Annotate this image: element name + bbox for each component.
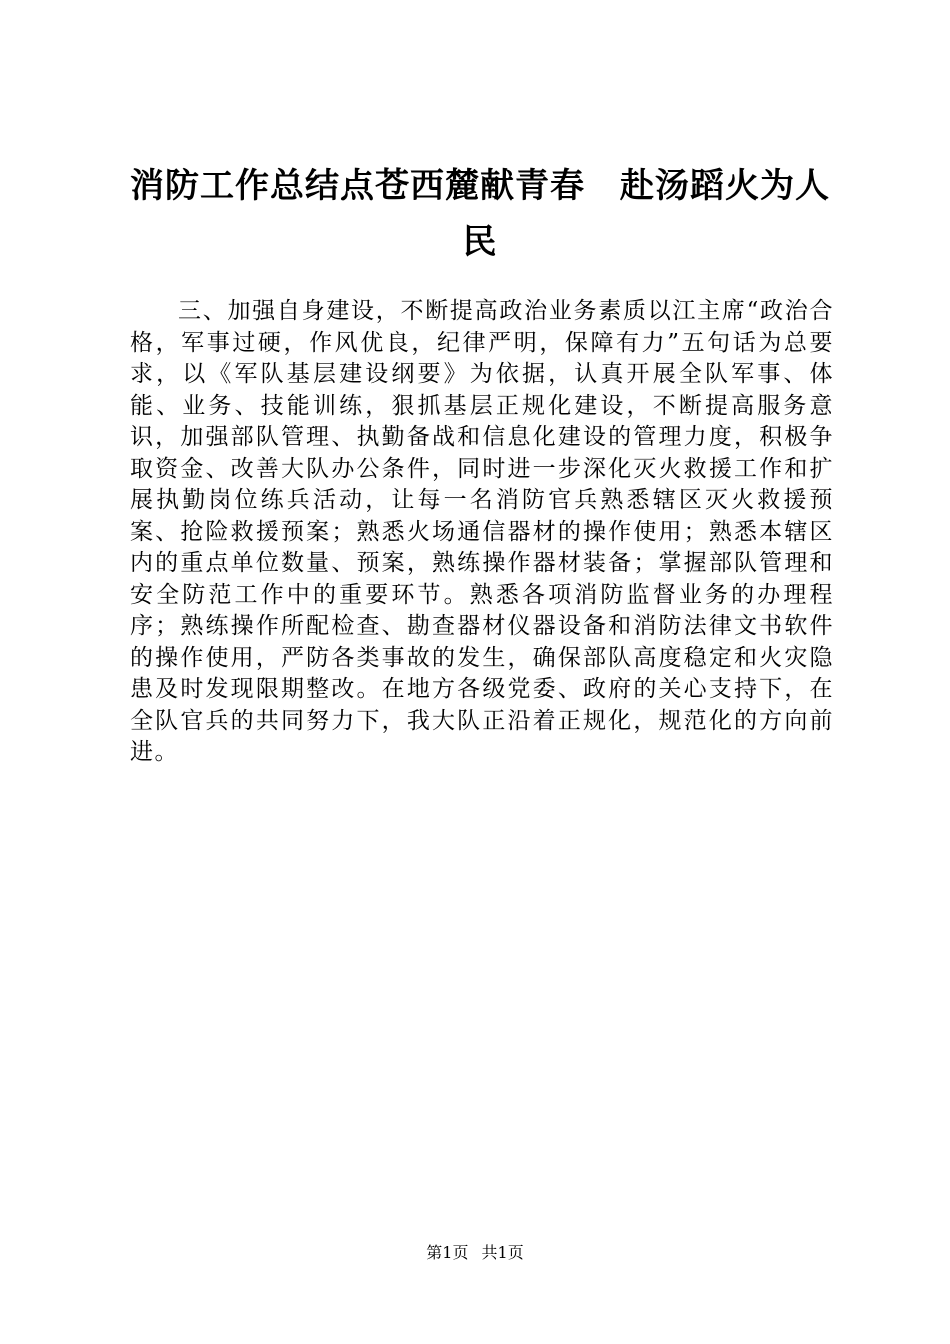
page-number-total: 共1页 (481, 1243, 524, 1262)
document-title: 消防工作总结点苍西麓献青春 赴汤蹈火为人民 (130, 166, 830, 262)
page-number-current: 第1页 (426, 1243, 469, 1262)
page-footer (0, 1242, 950, 1264)
body-paragraph: 三、加强自身建设，不断提高政治业务素质以江主席“政治合格，军事过硬，作风优良，纪律严明，保障有力”五句话为总要求，以《军队基层建设纲要》为依据，认真开展全队军事、体能、业务、技能训练，狠抓基层正规化建设，不断提高服务意识，加强部队管理、执勤备战和信息化建设的管理力度，积极争取资金、改善大队办公条件，同时进一步深化灭火救援工作和扩展执勤岗位练兵活动，让每一名消防官兵熟悉辖区灭火救援预案、抢险救援预案；熟悉火场通信器材的操作使用；熟悉本辖区内的重点单位数量、预案，熟练操作器材装备；掌握部队管理和安全防范工作中的重要环节。熟悉各项消防监督业务的办理程序；熟练操作所配检查、勘查器材仪器设备和消防法律文书软件的操作使用，严防各类事故的发生，确保部队高度稳定和火灾隐患及时发现限期整改。在地方各级党委、政府的关心支持下，在全队官兵的共同努力下，我大队正沿着正规化，规范化的方向前进。 (130, 298, 834, 765)
